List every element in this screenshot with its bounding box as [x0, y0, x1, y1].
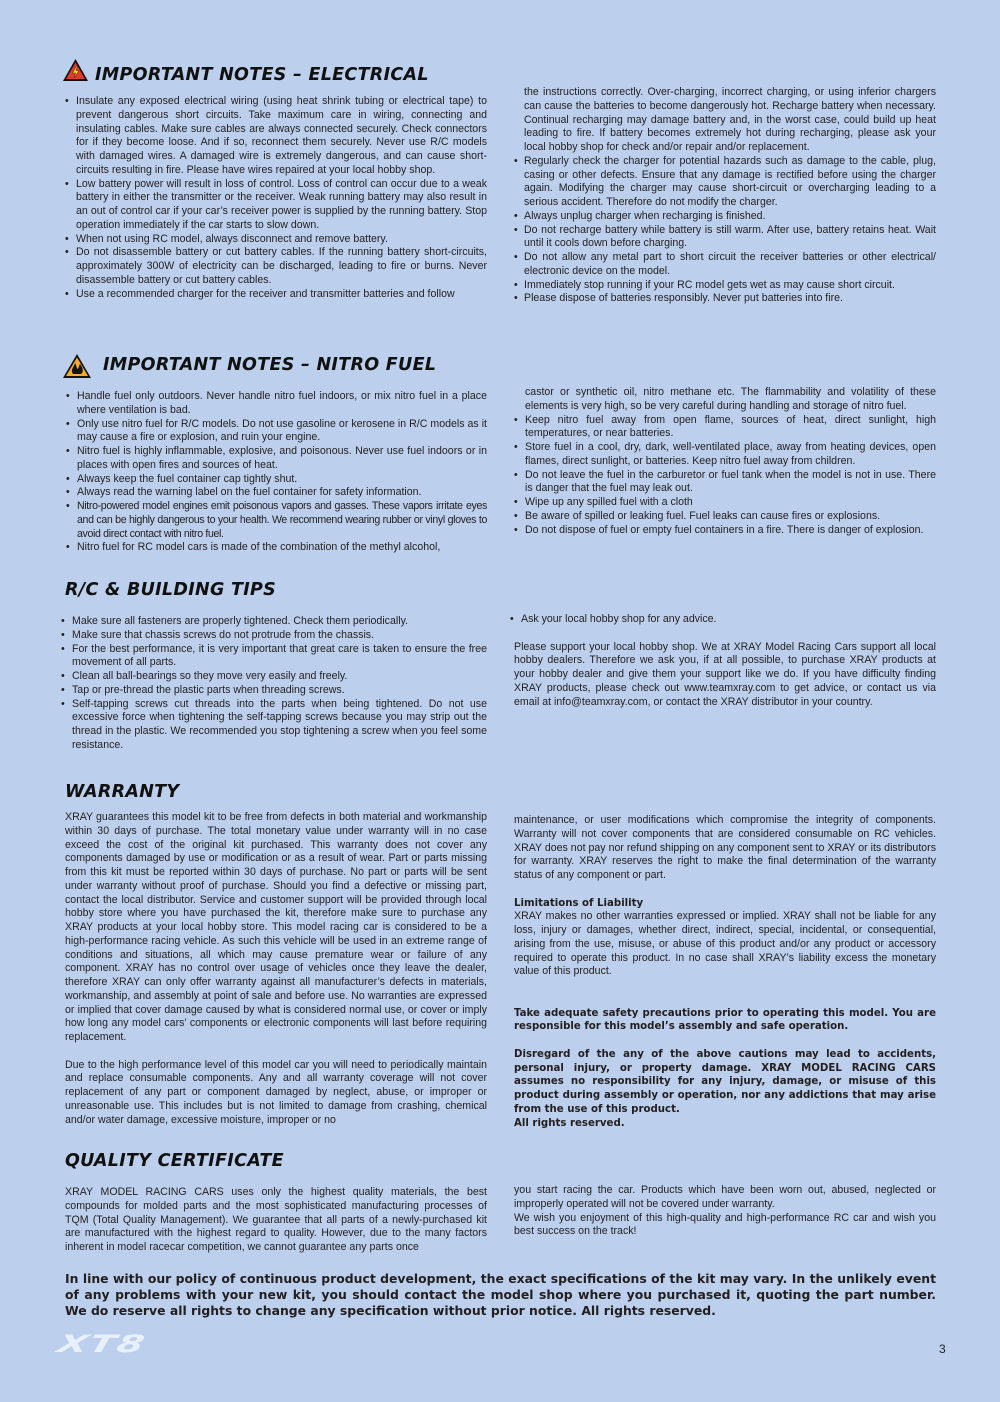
list-item: • Always read the warning label on the fuel container for safety information.	[66, 486, 487, 500]
list-item: • Clean all ball-bearings so they move very easily and freely.	[61, 670, 487, 684]
list-item: • Handle fuel only outdoors. Never handle nitro fuel indoors, or mix nitro fuel in a place where ventilation is bad.	[66, 390, 487, 418]
nitro-right-list	[514, 414, 936, 538]
xt8-logo: XT8	[54, 1330, 150, 1358]
list-item: • Make sure that chassis screws do not protrude from the chassis.	[61, 629, 487, 643]
list-item: • Nitro fuel is highly inflammable, explosive, and poisonous. Never use fuel indoors or in places with open fires and sources of heat.	[66, 445, 487, 473]
list-item: • Always keep the fuel container cap tightly shut.	[66, 473, 487, 487]
list-item: • Use a recommended charger for the receiver and transmitter batteries and follow	[65, 288, 487, 302]
electrical-left-column	[65, 95, 487, 301]
list-item: • Wipe up any spilled fuel with a cloth	[514, 496, 936, 510]
continued-text: castor or synthetic oil, nitro methane etc. The flammability and volatility of these elements is very high, so be very careful during handling and storage of nitro fuel.	[525, 386, 936, 412]
list-item: • Nitro fuel for RC model cars is made of the combination of the methyl alcohol,	[66, 541, 487, 555]
fire-hazard-icon	[62, 353, 92, 379]
page-number: 3	[939, 1342, 946, 1356]
list-item: • Ask your local hobby shop for any advice.	[510, 613, 936, 627]
disclaimer-notice: Disregard of the any of the above cautions may lead to accidents, personal injury, or property damage. XRAY MODEL RACING CARS assumes no responsibility for any injury, damage, or misuse of this product during assembly or operation, nor any addictions that may arise from the use of this product.	[514, 1048, 936, 1115]
quality-heading: QUALITY CERTIFICATE	[65, 1151, 284, 1171]
rights-reserved: All rights reserved.	[514, 1117, 625, 1129]
electrical-right-column	[524, 86, 936, 306]
list-item: • Regularly check the charger for potential hazards such as damage to the cable, plug, casing or other defects. Ensure that any damage is rectified before using the charger again. Modifying the charger may cause short-circuit or overcharging leading to a serious accident. Therefore do not modify the charger.	[514, 155, 936, 210]
list-item: • Please dispose of batteries responsibly. Never put batteries into fire.	[514, 292, 936, 306]
list-item: • Nitro-powered model engines emit poisonous vapors and gasses. These vapors irritate eyes and can be highly dangerous to your health. We recommend wearing rubber or vinyl gloves to avoid direct contact with nitro fuel.	[66, 500, 487, 541]
list-item: • Immediately stop running if your RC model gets wet as may cause short circuit.	[514, 279, 936, 293]
quality-paragraph: XRAY MODEL RACING CARS uses only the highest quality materials, the best compounds for molded parts and the most sophisticated manufacturing processes of TQM (Total Quality Management). We guarantee that all parts of a newly-purchased kit are manufactured with the highest regard to quality. However, due to the many factors inherent in model racecar competition, we cannot guarantee any parts once	[65, 1186, 487, 1253]
list-item: • Be aware of spilled or leaking fuel. Fuel leaks can cause fires or explosions.	[514, 510, 936, 524]
quality-paragraph-2: you start racing the car. Products which have been worn out, abused, neglected or improperly operated will not be covered under warranty.	[514, 1184, 936, 1210]
list-item: • Self-tapping screws cut threads into the parts when being tightened. Do not use excessive force when tightening the self-tapping screws because you may strip out the thread in the plastic. We recommended you stop tightening a screw when you feel some resistance.	[61, 698, 487, 753]
electrical-left-list	[65, 95, 487, 301]
list-item: • Keep nitro fuel away from open flame, sources of heat, direct sunlight, high temperatures, or near batteries.	[514, 414, 936, 442]
list-item: • Do not allow any metal part to short circuit the receiver batteries or other electrical/ electronic device on the model.	[514, 251, 936, 279]
electrical-right-list	[514, 155, 936, 306]
list-item: • Do not dispose of fuel or empty fuel containers in a fire. There is danger of explosion.	[514, 524, 936, 538]
list-item: • Store fuel in a cool, dry, dark, well-ventilated place, away from heating devices, open flames, direct sunlight, or batteries. Keep nitro fuel away from children.	[514, 441, 936, 469]
list-item: • Always unplug charger when recharging is finished.	[514, 210, 936, 224]
warranty-left-column	[65, 811, 487, 1127]
list-item: • Do not leave the fuel in the carburetor or fuel tank when the model is not in use. There is danger that the fuel may leak out.	[514, 469, 936, 497]
tips-right-column	[514, 613, 936, 709]
specification-notice: In line with our policy of continuous product development, the exact specifications of the kit may vary. In the unlikely event of any problems with your new kit, you should contact the model shop where you purchased it, quoting the part number. We do reserve all rights to change any specification without prior notice. All rights reserved.	[65, 1271, 936, 1318]
warranty-heading: WARRANTY	[65, 782, 180, 802]
warranty-paragraph-3: maintenance, or user modifications which compromise the integrity of components. Warranty will not cover components that are considered consumable on RC vehicles. XRAY does not pay nor refund shipping on any component sent to XRAY or its distributors for warranty. XRAY reserves the right to make the final determination of the warranty status of any component or part.	[514, 814, 936, 881]
continued-text: the instructions correctly. Over-charging, incorrect charging, or using inferior chargers can cause the batteries to become dangerously hot. Recharge battery when necessary. Continual recharging may damage battery and, in the worst case, could build up heat leading to fire. If battery becomes extremely hot during recharging, please ask your local hobby shop for check and/or repair and/or replacement.	[524, 86, 936, 153]
list-item: • Tap or pre-thread the plastic parts when threading screws.	[61, 684, 487, 698]
list-item: • Only use nitro fuel for R/C models. Do not use gasoline or kerosene in R/C models as it may cause a fire or explosion, and ruin your engine.	[66, 418, 487, 446]
warranty-paragraph-1: XRAY guarantees this model kit to be free from defects in both material and workmanship within 30 days of purchase. The total monetary value under warranty will in no case exceed the cost of the original kit purchased. This warranty does not cover any components damaged by use or modification or as a result of wear. Part or parts missing from this kit must be reported within 30 days of purchase. No part or parts will be sent under warranty without proof of purchase. Should you find a defective or missing part, contact the local distributor. Service and customer support will be provided through local hobby store where you have purchased the kit, therefore make sure to purchase any XRAY products at your local hobby store. This model racing car is considered to be a high-performance racing vehicle. As such this vehicle will be used in an extreme range of conditions and situations, all which may cause premature wear or failure of any component. XRAY has no control over usage of vehicles once they leave the dealer, therefore XRAY can only offer warranty against all manufacturer’s defects in materials, workmanship, and assembly at point of sale and before use. No warranties are expressed or implied that cover damage caused by what is considered normal use, or cover or imply how long any model cars’ components or electronic components will last before requiring replacement.	[65, 811, 487, 1043]
list-item: • Do not disassemble battery or cut battery cables. If the running battery short-circuits, approximately 300W of electricity can be discharged, leading to fire or burns. Never disassemble battery or cut battery cables.	[65, 246, 487, 287]
safety-notice: Take adequate safety precautions prior to operating this model. You are responsible for this model’s assembly and safe operation.	[514, 1007, 936, 1033]
electrical-heading: IMPORTANT NOTES – ELECTRICAL	[95, 65, 429, 85]
nitro-right-column	[525, 386, 936, 537]
tips-left-list	[61, 615, 487, 753]
warranty-right-column	[514, 814, 936, 1130]
quality-paragraph-3: We wish you enjoyment of this high-quality and high-performance RC car and wish you best success on the track!	[514, 1211, 936, 1238]
nitro-heading: IMPORTANT NOTES – NITRO FUEL	[103, 355, 437, 375]
list-item: • For the best performance, it is very important that great care is taken to ensure the free movement of all parts.	[61, 643, 487, 671]
list-item: • Insulate any exposed electrical wiring (using heat shrink tubing or electrical tape) to prevent dangerous short circuits. Take maximum care in wiring, connecting and insulating cables. Make sure cables are always connected securely. Check connectors for if they become loose. And if so, reconnect them securely. Never use R/C models with damaged wires. A damaged wire is extremely dangerous, and can cause short-circuits resulting in fire. Please have wires repaired at your local hobby shop.	[65, 95, 487, 178]
support-paragraph: Please support your local hobby shop. We at XRAY Model Racing Cars support all local hobby dealers. Therefore we ask you, if at all possible, to purchase XRAY products at your hobby dealer and give them your support like we do. If you have difficulty finding XRAY products, please check out www.teamxray.com to get advice, or contact us via email at info@teamxray.com, or contact the XRAY distributor in your country.	[514, 640, 936, 708]
nitro-left-column	[66, 390, 487, 555]
list-item: • Low battery power will result in loss of control. Loss of control can occur due to a weak battery in either the transmitter or the receiver. Weak running battery may also result in an out of control car if your car’s receiver power is supplied by the running battery. Stop operation immediately if the car starts to slow down.	[65, 178, 487, 233]
liability-title: Limitations of Liability	[514, 897, 644, 909]
quality-right-column	[514, 1184, 936, 1239]
nitro-left-list	[66, 390, 487, 555]
liability-text: XRAY makes no other warranties expressed or implied. XRAY shall not be liable for any loss, injury or damages, whether direct, indirect, special, incidental, or consequential, arising from the use, misuse, or abuse of this product and/or any product or accessory required to operate this product. In no case shall XRAY’s liability excess the monetary value of this product.	[514, 910, 936, 978]
tips-right-list	[510, 613, 936, 627]
tips-left-column	[61, 615, 487, 753]
list-item: • Make sure all fasteners are properly tightened. Check them periodically.	[61, 615, 487, 629]
list-item: • Do not recharge battery while battery is still warm. After use, battery retains heat. Wait until it cools down before charging.	[514, 224, 936, 252]
quality-left-column	[65, 1186, 487, 1255]
electric-hazard-icon	[62, 58, 89, 82]
warranty-paragraph-2: Due to the high performance level of this model car you will need to periodically maintain and replace consumable components. Any and all warranty coverage will not cover replacement of any part or component damaged by neglect, abuse, or improper or unreasonable use. This includes but is not limited to damage from crashing, chemical and/or water damage, excessive moisture, improper or no	[65, 1058, 487, 1126]
list-item: • When not using RC model, always disconnect and remove battery.	[65, 233, 487, 247]
tips-heading: R/C & BUILDING TIPS	[65, 580, 277, 600]
